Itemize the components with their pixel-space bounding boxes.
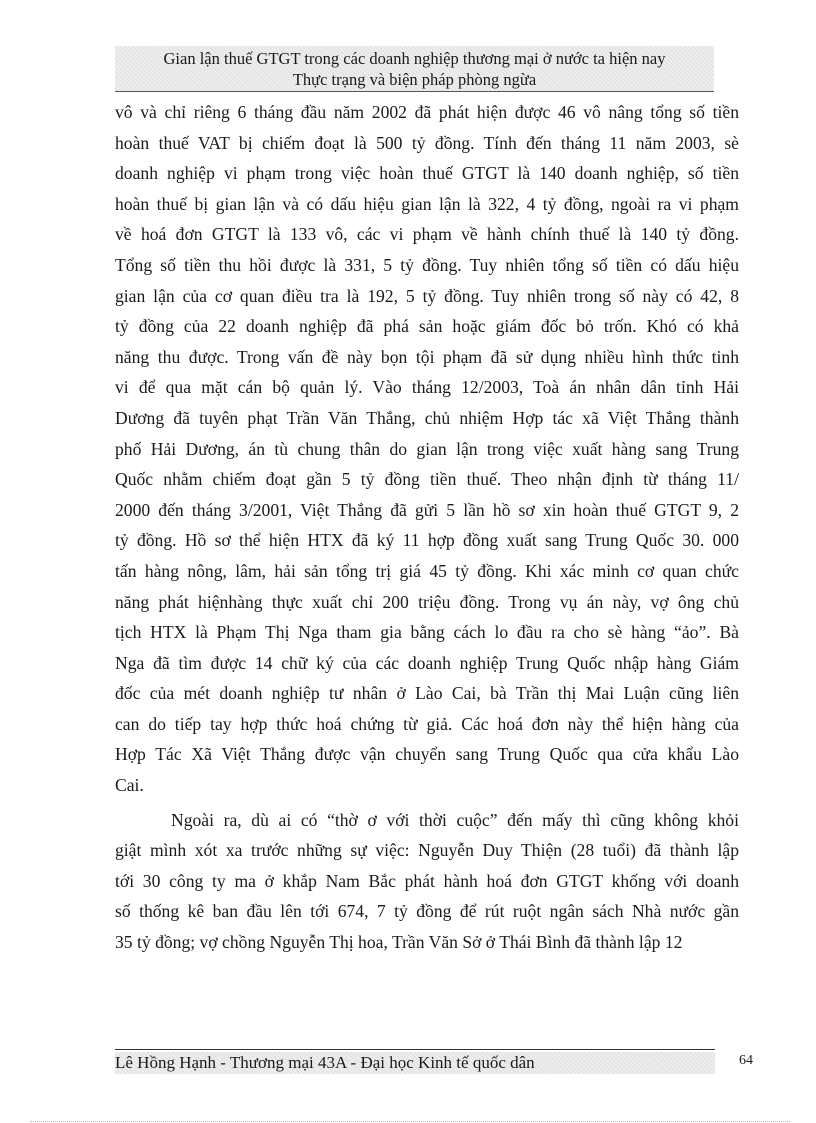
paragraph1-line: hoàn thuế VAT bị chiếm đoạt là 500 tỷ đồng. Tính đến tháng 11 năm 2003, sè xyxy=(115,132,739,153)
paragraph1-line: vô và chỉ riêng 6 tháng đầu năm 2002 đã phát hiện được 46 vô nâng tổng số tiền xyxy=(115,102,739,122)
paragraph1-line: tỷ đồng của 22 doanh nghiệp đã phá sản hoặc giám đốc bỏ trốn. Khó có khả xyxy=(115,316,739,337)
paragraph2-line: giật mình xót xa trước những sự việc: Nguyễn Duy Thiện (28 tuổi) đã thành lập xyxy=(115,840,739,861)
paragraph1-line: tỷ đồng. Hồ sơ thể hiện HTX đã ký 11 hợp đồng xuất sang Trung Quốc 30. 000 xyxy=(115,530,739,551)
paragraph1-line: gian lận của cơ quan điều tra là 192, 5 tỷ đồng. Tuy nhiên trong số này có 42, 8 xyxy=(115,285,739,306)
paragraph1-line: đốc của mét doanh nghiệp tư nhân ở Lào Cai, bà Trần thị Mai Luận cũng liên xyxy=(115,683,739,704)
footer-divider xyxy=(115,1049,715,1050)
paragraph1-line: Cai. xyxy=(115,775,144,796)
page-bottom-border xyxy=(30,1121,790,1122)
paragraph1-line: Dương đã tuyên phạt Trần Văn Thắng, chủ nhiệm Hợp tác xã Việt Thắng thành xyxy=(115,407,739,428)
paragraph2-line: số thống kê ban đầu lên tới 674, 7 tỷ đồng để rút ruột ngân sách Nhà nước gần xyxy=(115,901,739,922)
paragraph1-line: Nga đã tìm được 14 chữ ký của các doanh nghiệp Trung Quốc nhập hàng Giám xyxy=(115,652,739,673)
paragraph1-line: hoàn thuế bị gian lận và có dấu hiệu gian lận là 322, 4 tỷ đồng, ngoài ra vi phạm xyxy=(115,193,739,214)
paragraph1-line: 2000 đến tháng 3/2001, Việt Thắng đã gửi 5 lần hồ sơ xin hoàn thuế GTGT 9, 2 xyxy=(115,499,739,520)
paragraph-1 xyxy=(115,97,739,801)
paragraph-2 xyxy=(115,805,739,958)
paragraph1-line: tịch HTX là Phạm Thị Nga tham gia bằng cách lo đầu ra cho sè hàng “ảo”. Bà xyxy=(115,622,739,643)
header-title-line-2: Thực trạng và biện pháp phòng ngừa xyxy=(292,70,537,89)
paragraph1-line: vi để qua mặt cán bộ quản lý. Vào tháng 12/2003, Toà án nhân dân tỉnh Hải xyxy=(115,377,739,398)
header-title-line-1: Gian lận thuế GTGT trong các doanh nghiệp thương mại ở nước ta hiện nay xyxy=(163,49,666,68)
page-number: 64 xyxy=(739,1053,753,1068)
paragraph2-line: tới 30 công ty ma ở khắp Nam Bắc phát hành hoá đơn GTGT khống với doanh xyxy=(115,870,739,891)
paragraph1-line: Tổng số tiền thu hồi được là 331, 5 tỷ đồng. Tuy nhiên tổng số tiền có dấu hiệu xyxy=(115,254,739,275)
paragraph1-line: Quốc nhằm chiếm đoạt gần 5 tỷ đồng tiền thuế. Theo nhận định từ tháng 11/ xyxy=(115,469,739,490)
paragraph1-line: về hoá đơn GTGT là 133 vô, các vi phạm về hành chính thuế là 140 tỷ đồng. xyxy=(115,224,739,245)
footer-author: Lê Hồng Hạnh - Thương mại 43A - Đại học Kinh tế quốc dân xyxy=(115,1052,715,1074)
paragraph1-line: tấn hàng nông, lâm, hải sản tổng trị giá 45 tỷ đồng. Khi xác minh cơ quan chức xyxy=(115,560,739,581)
paragraph1-line: doanh nghiệp vi phạm trong việc hoàn thuế GTGT là 140 doanh nghiệp, số tiền xyxy=(115,163,739,184)
paragraph1-line: năng thu được. Trong vấn đề này bọn tội phạm đã sử dụng nhiều hình thức tinh xyxy=(115,346,739,367)
body-text xyxy=(115,97,739,958)
running-header xyxy=(115,46,714,92)
paragraph1-line: phố Hải Dương, án tù chung thân do gian lận trong việc xuất hàng sang Trung xyxy=(115,438,739,459)
paragraph1-line: năng phát hiệnhàng thực xuất chỉ 200 triệu đồng. Trong vụ án này, vợ ông chủ xyxy=(115,591,739,612)
paragraph2-line: 35 tỷ đồng; vợ chồng Nguyễn Thị hoa, Trần Văn Sở ở Thái Bình đã thành lập 12 xyxy=(115,932,683,953)
paragraph1-line: Hợp Tác Xã Việt Thắng được vận chuyển sang Trung Quốc qua cửa khẩu Lào xyxy=(115,744,739,765)
paragraph2-line: Ngoài ra, dù ai có “thờ ơ với thời cuộc” đến mấy thì cũng không khỏi xyxy=(171,809,739,830)
paragraph1-line: can do tiếp tay hợp thức hoá chứng từ giả. Các hoá đơn này thể hiện hàng của xyxy=(115,713,739,734)
